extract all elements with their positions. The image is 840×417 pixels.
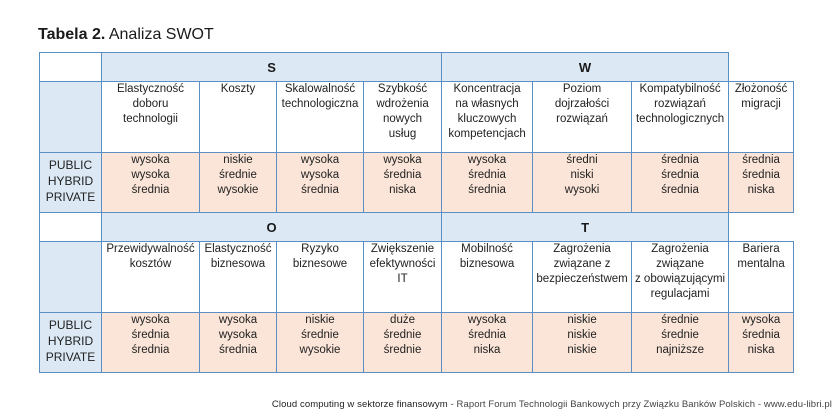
rating-line: wysoka [131, 154, 170, 166]
table-title [38, 26, 214, 44]
criterion-cell [102, 82, 200, 153]
criterion-line: Koszty [220, 83, 256, 95]
rating-line: średnia [468, 329, 506, 341]
criterion-cell [277, 242, 364, 313]
rating-line: średnie [301, 329, 339, 341]
criterion-line: migracji [741, 98, 781, 110]
criterion-line: kluczowych [457, 113, 517, 125]
rating-line: średnia [661, 154, 699, 166]
rating-line: niska [389, 184, 416, 196]
criterion-line: związane [656, 258, 705, 270]
criterion-line: Kompatybilność [639, 83, 721, 95]
deployment-model-line: PRIVATE [45, 350, 96, 364]
criterion-line: Przewidywalność [106, 243, 195, 255]
criterion-line: mentalna [737, 258, 785, 270]
top-values-row [40, 153, 794, 213]
rating-cell [533, 313, 632, 373]
rating-line: średnia [468, 184, 506, 196]
rating-line: wysoka [218, 329, 258, 341]
bottom-criteria-label-cell [40, 242, 102, 313]
criterion-line: kosztów [129, 258, 172, 270]
criterion-line: regulacjami [650, 288, 710, 300]
quadrant-header-s: S [102, 53, 442, 82]
rating-cell [632, 313, 729, 373]
criterion-line: Skalowalność [284, 83, 356, 95]
criterion-cell [200, 242, 277, 313]
criterion-line: nowych [383, 113, 423, 125]
rating-cell [533, 153, 632, 213]
criterion-cell [533, 82, 632, 153]
quadrant-header-o: O [102, 213, 442, 242]
rating-cell [729, 313, 794, 373]
rating-line: średnia [301, 184, 339, 196]
criterion-line: Szybkość [377, 83, 428, 95]
criterion-line: efektywności [369, 258, 436, 270]
criterion-line: doboru [132, 98, 169, 110]
rating-line: wysoka [467, 154, 507, 166]
rating-cell [729, 153, 794, 213]
criterion-line: Elastyczność [116, 83, 185, 95]
quadrant-header-t: T [442, 213, 729, 242]
rating-line: wysoka [383, 154, 422, 166]
rating-line: średnie [219, 169, 257, 181]
rating-line: średnia [661, 184, 699, 196]
rating-line: niskie [305, 314, 335, 326]
rating-line: średnia [468, 169, 506, 181]
rating-line: średnia [742, 154, 780, 166]
rating-line: wysoka [131, 169, 170, 181]
table-title-text: Analiza SWOT [105, 26, 214, 43]
criterion-line: związane z [553, 258, 611, 270]
top-criteria-row [40, 82, 794, 153]
rating-cell [277, 153, 364, 213]
top-quadrant-row [40, 53, 794, 82]
criterion-line: usług [388, 128, 417, 140]
deployment-model-line: PUBLIC [48, 158, 93, 172]
deployment-model-line: HYBRID [47, 334, 94, 348]
deployment-model-line: PUBLIC [48, 318, 93, 332]
rating-line: wysokie [299, 344, 341, 356]
rating-line: niska [747, 344, 775, 356]
criterion-line: Ryzyko [301, 243, 339, 255]
criterion-line: Zwiększenie [370, 243, 435, 255]
criterion-cell [729, 82, 794, 153]
rating-line: średnia [742, 169, 780, 181]
rating-line: niskie [567, 329, 597, 341]
criterion-line: rozwiązań [654, 98, 706, 110]
rating-cell [442, 153, 533, 213]
rating-line: wysoka [741, 314, 781, 326]
rating-line: niskie [567, 314, 597, 326]
criterion-line: technologii [123, 113, 178, 125]
rating-line: wysokie [217, 184, 259, 196]
criterion-line: biznesowa [210, 258, 266, 270]
rating-cell [364, 313, 442, 373]
rating-line: średnia [131, 184, 170, 196]
rating-line: najniższe [656, 344, 705, 356]
rating-line: wysoki [564, 184, 600, 196]
criterion-cell [200, 82, 277, 153]
deployment-model-line: PRIVATE [45, 190, 96, 204]
criterion-line: Złożoność [734, 83, 788, 95]
criterion-line: IT [397, 273, 408, 285]
rating-line: wysoka [300, 169, 340, 181]
rating-line: wysoka [300, 154, 340, 166]
rating-line: średnie [661, 329, 699, 341]
rating-line: wysoka [467, 314, 507, 326]
criterion-line: Elastyczność [204, 243, 272, 255]
criterion-line: wdrożenia [376, 98, 429, 110]
criterion-line: kompetencjach [448, 128, 526, 140]
rating-line: niskie [567, 344, 597, 356]
rating-cell [364, 153, 442, 213]
rating-cell [102, 153, 200, 213]
bottom-corner-cell [40, 213, 102, 242]
criterion-line: biznesowa [459, 258, 515, 270]
rating-cell [632, 153, 729, 213]
rating-line: średnie [661, 314, 699, 326]
quadrant-header-w: W [442, 53, 729, 82]
criterion-line: rozwiązań [556, 113, 608, 125]
rating-cell [102, 313, 200, 373]
rating-cell [200, 153, 277, 213]
criterion-line: Koncentracja [453, 83, 521, 95]
criterion-cell [277, 82, 364, 153]
top-corner-cell [40, 53, 102, 82]
rating-line: niskie [223, 154, 253, 166]
deployment-model-labels [40, 153, 102, 213]
criterion-line: Zagrożenia [651, 243, 709, 255]
criterion-line: technologiczna [281, 98, 359, 110]
criterion-line: Mobilność [461, 243, 513, 255]
rating-line: średnia [661, 169, 699, 181]
rating-line: wysoka [218, 314, 258, 326]
criterion-line: Bariera [742, 243, 780, 255]
rating-line: średnia [383, 169, 422, 181]
criterion-line: dojrzałości [554, 98, 610, 110]
swot-table [39, 52, 794, 373]
criterion-line: na własnych [455, 98, 519, 110]
criterion-cell [442, 82, 533, 153]
criterion-line: Poziom [562, 83, 602, 95]
rating-cell [200, 313, 277, 373]
criterion-cell [533, 242, 632, 313]
bottom-criteria-row [40, 242, 794, 313]
rating-line: średni [566, 154, 598, 166]
rating-line: średnia [131, 329, 170, 341]
rating-line: niska [747, 184, 775, 196]
page-footer [272, 399, 832, 410]
rating-line: średnie [383, 344, 422, 356]
criterion-line: technologicznych [635, 113, 725, 125]
bottom-quadrant-row [40, 213, 794, 242]
rating-cell [277, 313, 364, 373]
rating-line: średnia [131, 344, 170, 356]
criterion-cell [729, 242, 794, 313]
criterion-cell [632, 82, 729, 153]
footer-source: - Raport Forum Technologii Bankowych przy Związku Banków Polskich - www.edu-libri.pl [447, 399, 832, 410]
criterion-line: z obowiązującymi [634, 273, 726, 285]
deployment-model-labels [40, 313, 102, 373]
criterion-cell [442, 242, 533, 313]
top-criteria-label-cell [40, 82, 102, 153]
rating-cell [442, 313, 533, 373]
rating-line: średnia [742, 329, 780, 341]
rating-line: duże [390, 314, 415, 326]
footer-title: Cloud computing w sektorze finansowym [271, 399, 448, 410]
criterion-cell [102, 242, 200, 313]
rating-line: średnie [383, 329, 422, 341]
deployment-model-line: HYBRID [47, 174, 94, 188]
criterion-line: biznesowe [292, 258, 348, 270]
criterion-cell [364, 82, 442, 153]
criterion-line: Zagrożenia [553, 243, 611, 255]
rating-line: niska [473, 344, 501, 356]
criterion-cell [364, 242, 442, 313]
rating-line: niski [570, 169, 594, 181]
criterion-cell [632, 242, 729, 313]
rating-line: wysoka [131, 314, 170, 326]
criterion-line: bezpieczeństwem [536, 273, 628, 285]
table-title-number: Tabela 2. [38, 26, 106, 43]
rating-line: średnia [219, 344, 257, 356]
bottom-values-row [40, 313, 794, 373]
